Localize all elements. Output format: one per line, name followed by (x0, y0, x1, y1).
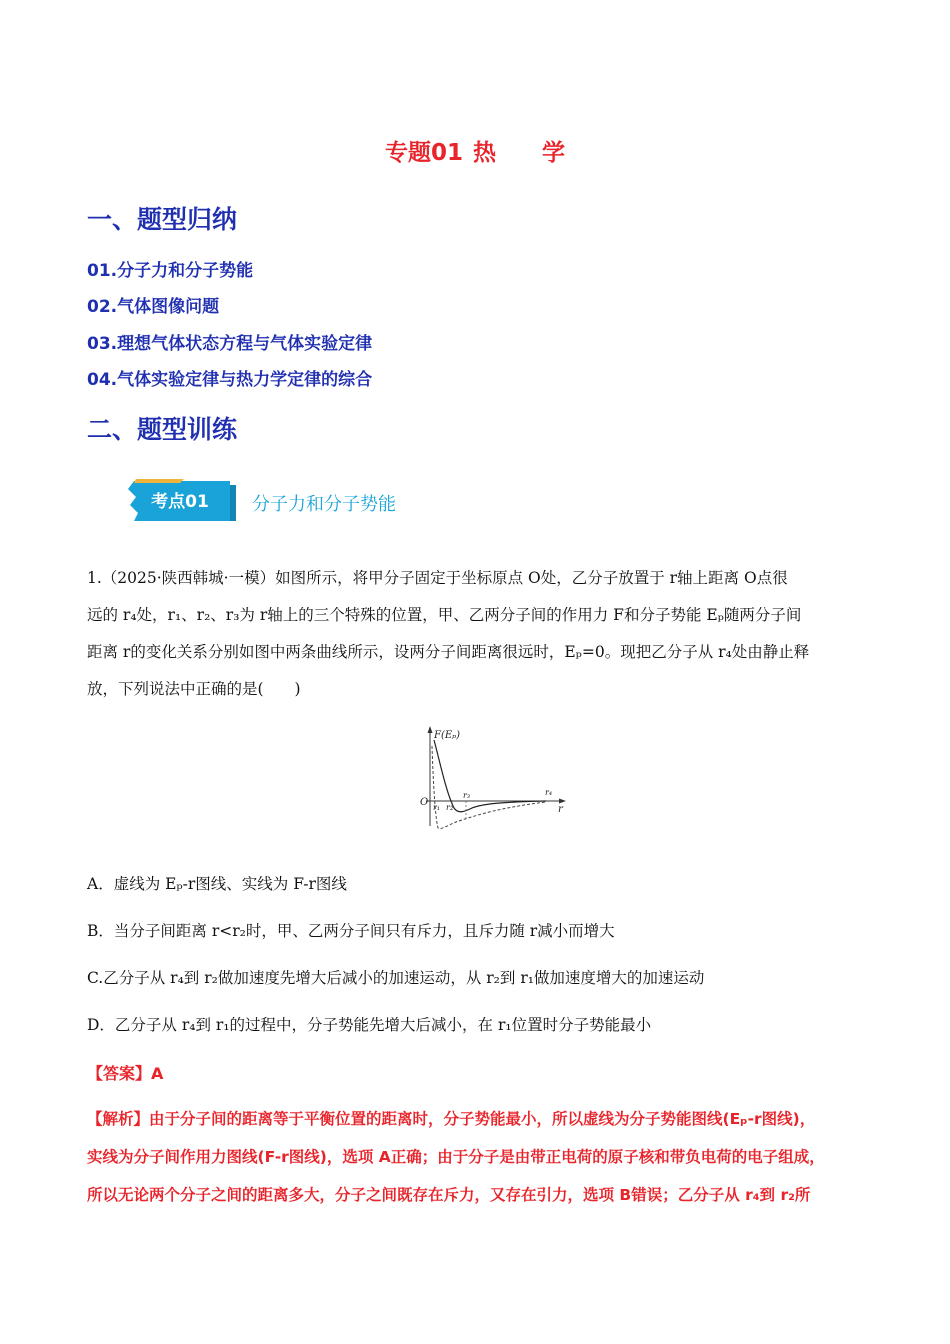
analysis-line-3: 所以无论两个分子之间的距离多大，分子之间既存在斥力，又存在引力，选项 B错误；乙分子从 r₄到 r₂所 (87, 1186, 811, 1204)
option-b[interactable]: B．当分子间距离 r<r₂时，甲、乙两分子间只有斥力，且斥力随 r减小而增大 (87, 922, 615, 940)
r1-label: r₁ (433, 803, 441, 812)
potential-curve-dashed (432, 746, 546, 829)
toc-item-1[interactable]: 01.分子力和分子势能 (87, 261, 254, 281)
analysis-line-1: 【解析】由于分子间的距离等于平衡位置的距离时，分子势能最小，所以虚线为分子势能图线(Eₚ-r图线)， (87, 1110, 816, 1128)
question-line-1: 1.（2025·陕西韩城·一模）如图所示，将甲分子固定于坐标原点 O处，乙分子放置于 r轴上距离 O点很 (87, 569, 788, 587)
badge-kaodian (124, 479, 238, 523)
y-axis-label: F(Eₚ) (434, 730, 461, 741)
option-d[interactable]: D．乙分子从 r₄到 r₁的过程中，分子势能先增大后减小，在 r₁位置时分子势能最小 (87, 1016, 652, 1034)
option-a[interactable]: A．虚线为 Eₚ-r图线、实线为 F-r图线 (87, 875, 347, 893)
origin-label: O (420, 797, 429, 808)
analysis (87, 1100, 877, 1214)
badge-label: 分子力和分子势能 (252, 494, 396, 515)
force-potential-figure (416, 722, 568, 832)
badge-text: 考点01 (151, 492, 209, 512)
toc-item-4[interactable]: 04.气体实验定律与热力学定律的综合 (87, 370, 373, 390)
toc-item-2[interactable]: 02.气体图像问题 (87, 297, 220, 317)
r2-label: r₂ (446, 803, 454, 812)
x-axis-label: r (558, 804, 563, 815)
question-line-2: 远的 r₄处，r₁、r₂、r₃为 r轴上的三个特殊的位置，甲、乙两分子间的作用力 F和分子势能 Eₚ随两分子间 (87, 606, 802, 624)
answer: 【答案】A (87, 1064, 164, 1083)
question-line-3: 距离 r的变化关系分别如图中两条曲线所示，设两分子间距离很远时，Eₚ=0。现把乙分子从 r₄处由静止释 (87, 643, 810, 661)
section-heading-1: 一、题型归纳 (87, 205, 238, 234)
toc-item-3[interactable]: 03.理想气体状态方程与气体实验定律 (87, 334, 373, 354)
question-line-4: 放，下列说法中正确的是( ) (87, 680, 301, 698)
analysis-line-2: 实线为分子间作用力图线(F-r图线)，选项 A正确；由于分子是由带正电荷的原子核和带负电荷的电子组成， (87, 1148, 825, 1166)
r3-label: r₃ (463, 791, 471, 800)
option-c[interactable]: C.乙分子从 r₄到 r₂做加速度先增大后减小的加速运动，从 r₂到 r₁做加速度增大的加速运动 (87, 969, 705, 987)
section-heading-2: 二、题型训练 (87, 415, 238, 444)
page-title: 专题01 热 学 (384, 140, 565, 166)
r4-label: r₄ (545, 788, 553, 797)
